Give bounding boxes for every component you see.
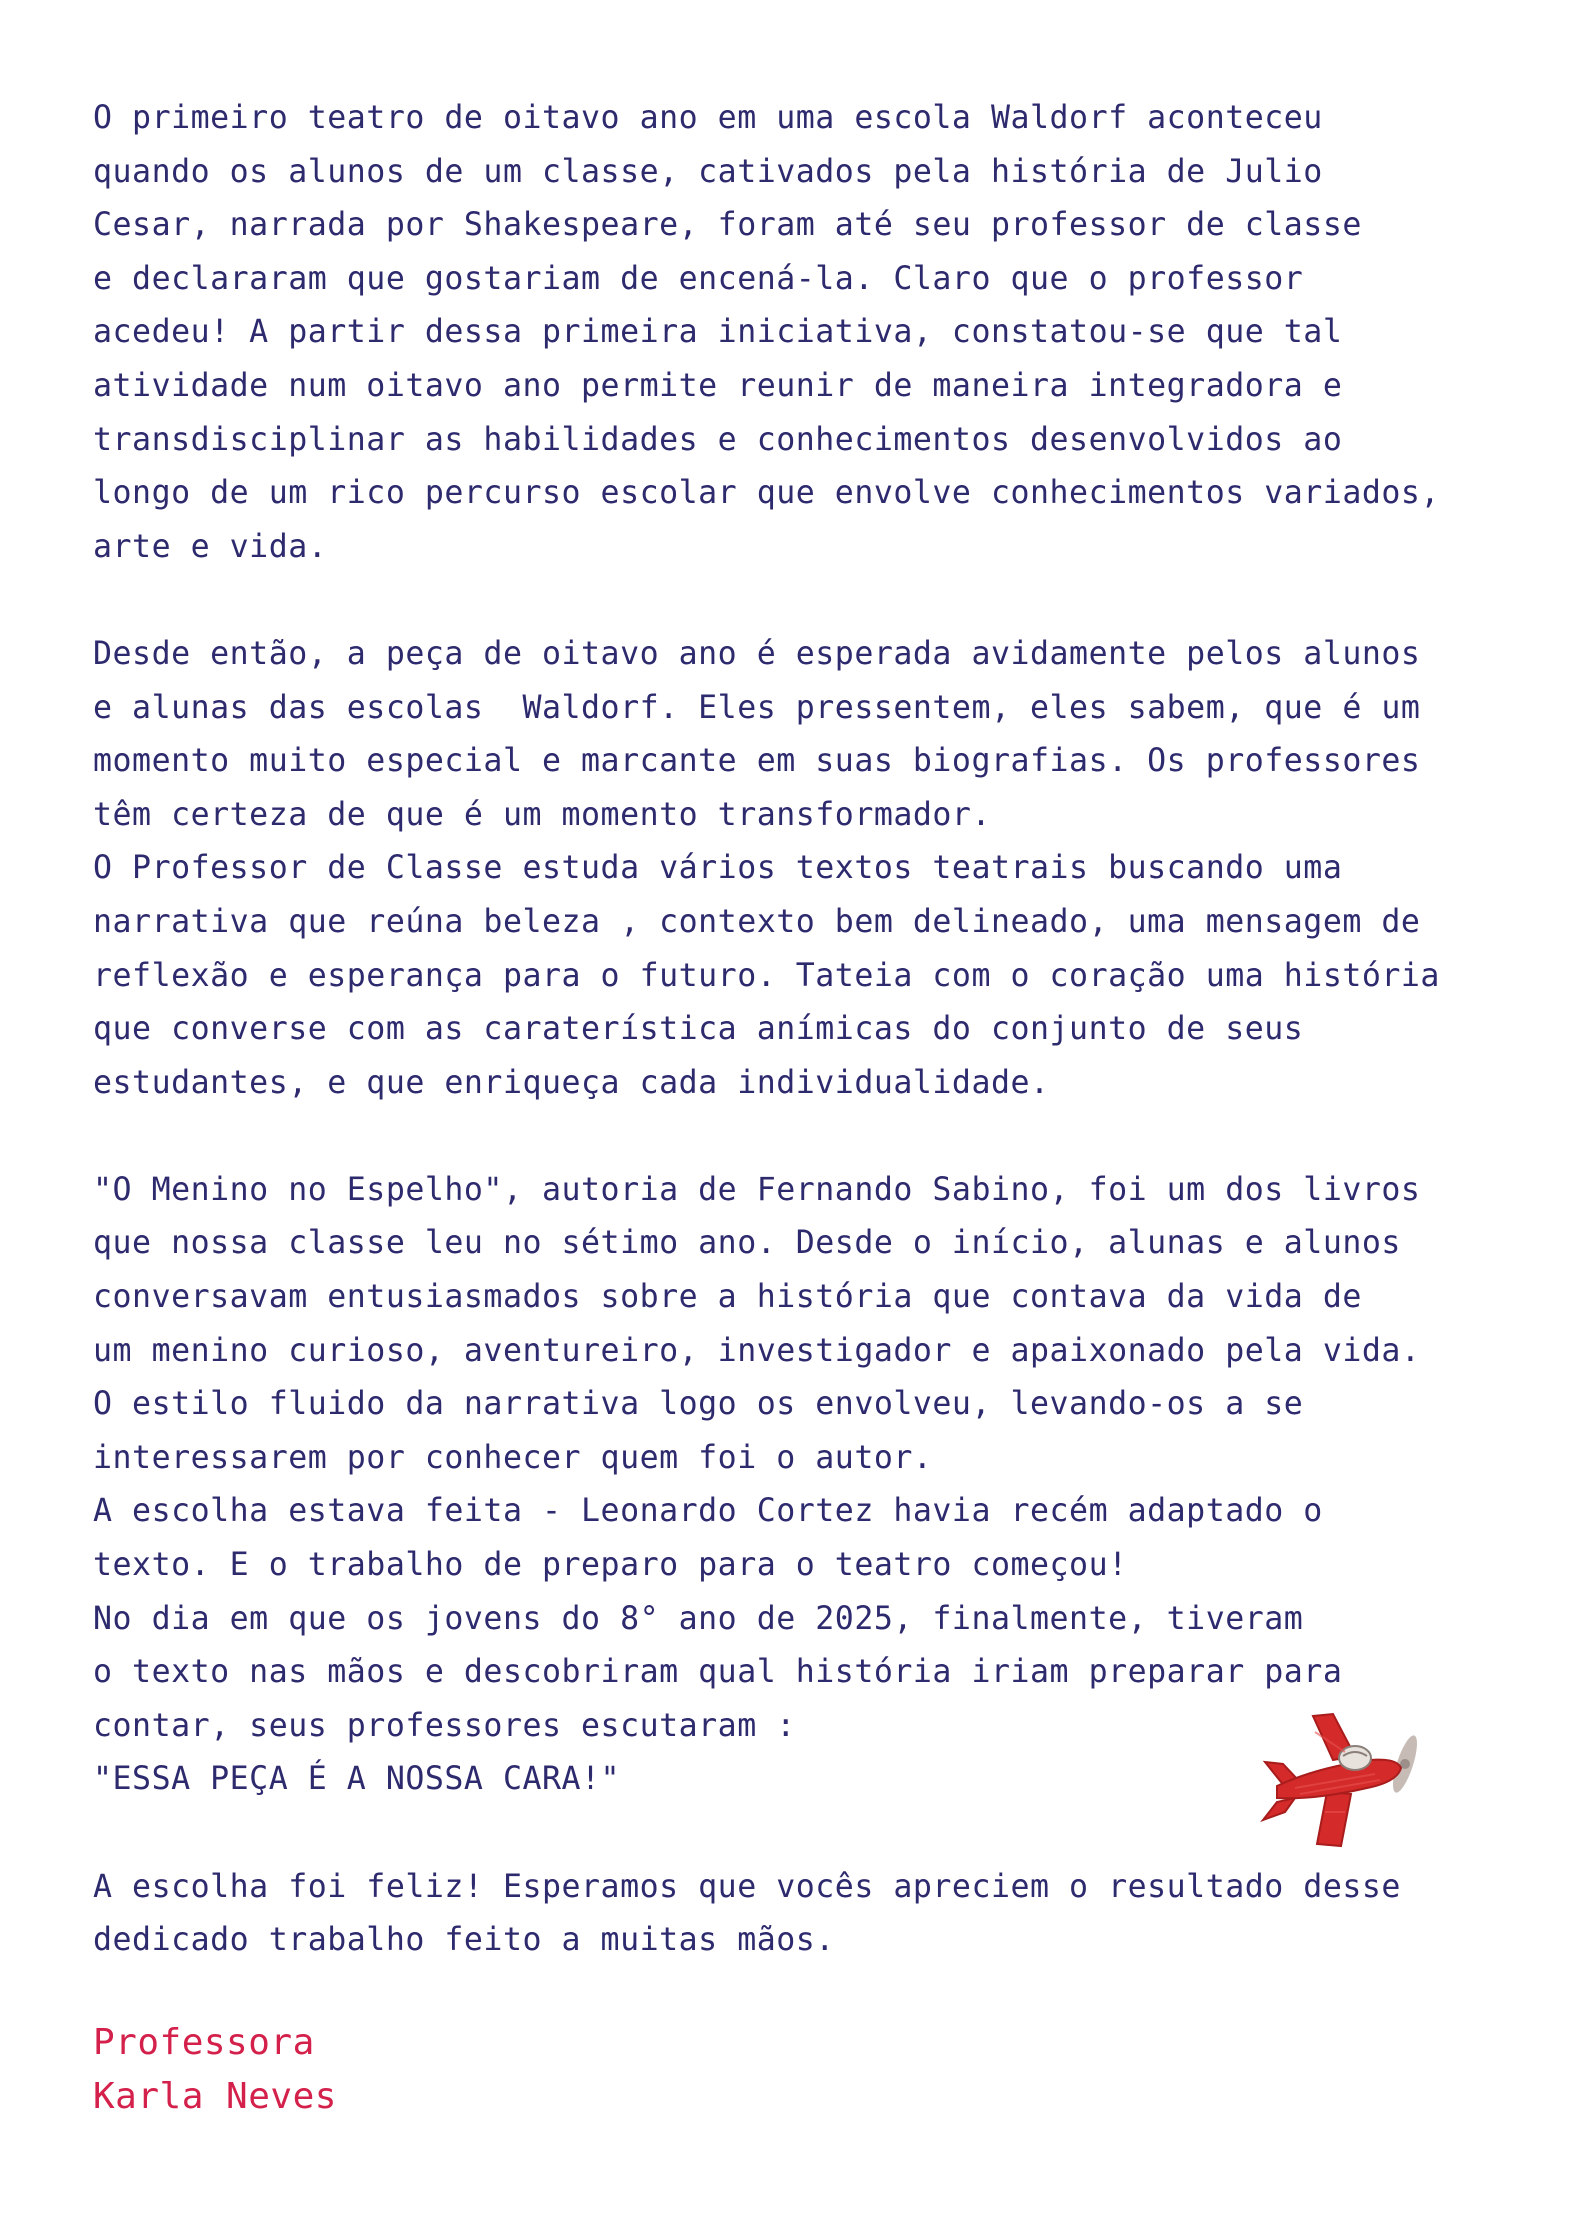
text-line: transdisciplinar as habilidades e conhecimentos desenvolvidos ao [93, 421, 1343, 458]
signature-name: Karla Neves [93, 2076, 337, 2117]
text-line: o texto nas mãos e descobriram qual história iriam preparar para [93, 1654, 1343, 1691]
paragraph-4 [93, 1861, 1513, 1968]
text-line: têm certeza de que é um momento transformador. [93, 796, 991, 833]
text-line: A escolha estava feita - Leonardo Cortez havia recém adaptado o [93, 1493, 1323, 1530]
text-line: arte e vida. [93, 528, 328, 565]
signature-role: Professora [93, 2022, 315, 2063]
text-line: atividade num oitavo ano permite reunir de maneira integradora e [93, 367, 1343, 404]
text-line: um menino curioso, aventureiro, investigador e apaixonado pela vida. [93, 1332, 1421, 1369]
letter-body [93, 92, 1513, 1968]
text-line: Cesar, narrada por Shakespeare, foram até seu professor de classe [93, 207, 1362, 244]
text-line: e declararam que gostariam de encená-la. Claro que o professor [93, 260, 1304, 297]
text-line: contar, seus professores escutaram : [93, 1707, 796, 1744]
paragraph-3 [93, 1164, 1513, 1807]
text-line: O primeiro teatro de oitavo ano em uma escola Waldorf aconteceu [93, 100, 1323, 136]
text-line: quando os alunos de um classe, cativados pela história de Julio [93, 153, 1323, 190]
text-line: A escolha foi feliz! Esperamos que vocês apreciem o resultado desse [93, 1868, 1401, 1905]
text-line: texto. E o trabalho de preparo para o teatro começou! [93, 1547, 1128, 1584]
text-line: interessarem por conhecer quem foi o autor. [93, 1439, 933, 1476]
text-line: Desde então, a peça de oitavo ano é esperada avidamente pelos alunos [93, 635, 1421, 672]
text-line: longo de um rico percurso escolar que envolve conhecimentos variados, [93, 475, 1440, 512]
paragraph-1 [93, 92, 1513, 574]
text-line: No dia em que os jovens do 8° ano de 2025, finalmente, tiveram [93, 1600, 1304, 1637]
paragraph-spacer [93, 1110, 1513, 1164]
text-line: conversavam entusiasmados sobre a história que contava da vida de [93, 1279, 1362, 1316]
text-line: estudantes, e que enriqueça cada individualidade. [93, 1064, 1050, 1101]
signature-block [93, 2016, 337, 2124]
paragraph-spacer [93, 574, 1513, 628]
paragraph-2 [93, 628, 1513, 1110]
text-line: dedicado trabalho feito a muitas mãos. [93, 1922, 835, 1959]
text-line: narrativa que reúna beleza , contexto bem delineado, uma mensagem de [93, 903, 1421, 940]
text-line: acedeu! A partir dessa primeira iniciativa, constatou-se que tal [93, 314, 1343, 351]
red-airplane-drawing-icon [1255, 1712, 1425, 1852]
text-line: que converse com as caraterística anímicas do conjunto de seus [93, 1011, 1304, 1048]
text-line: momento muito especial e marcante em suas biografias. Os professores [93, 743, 1421, 780]
text-line: e alunas das escolas Waldorf. Eles pressentem, eles sabem, que é um [93, 689, 1421, 726]
text-line: "O Menino no Espelho", autoria de Fernando Sabino, foi um dos livros [93, 1171, 1421, 1208]
text-line: que nossa classe leu no sétimo ano. Desde o início, alunas e alunos [93, 1225, 1401, 1262]
text-line: "ESSA PEÇA É A NOSSA CARA!" [93, 1761, 621, 1798]
text-line: O estilo fluido da narrativa logo os envolveu, levando-os a se [93, 1386, 1304, 1423]
text-line: O Professor de Classe estuda vários textos teatrais buscando uma [93, 850, 1343, 887]
text-line: reflexão e esperança para o futuro. Tateia com o coração uma história [93, 957, 1440, 994]
